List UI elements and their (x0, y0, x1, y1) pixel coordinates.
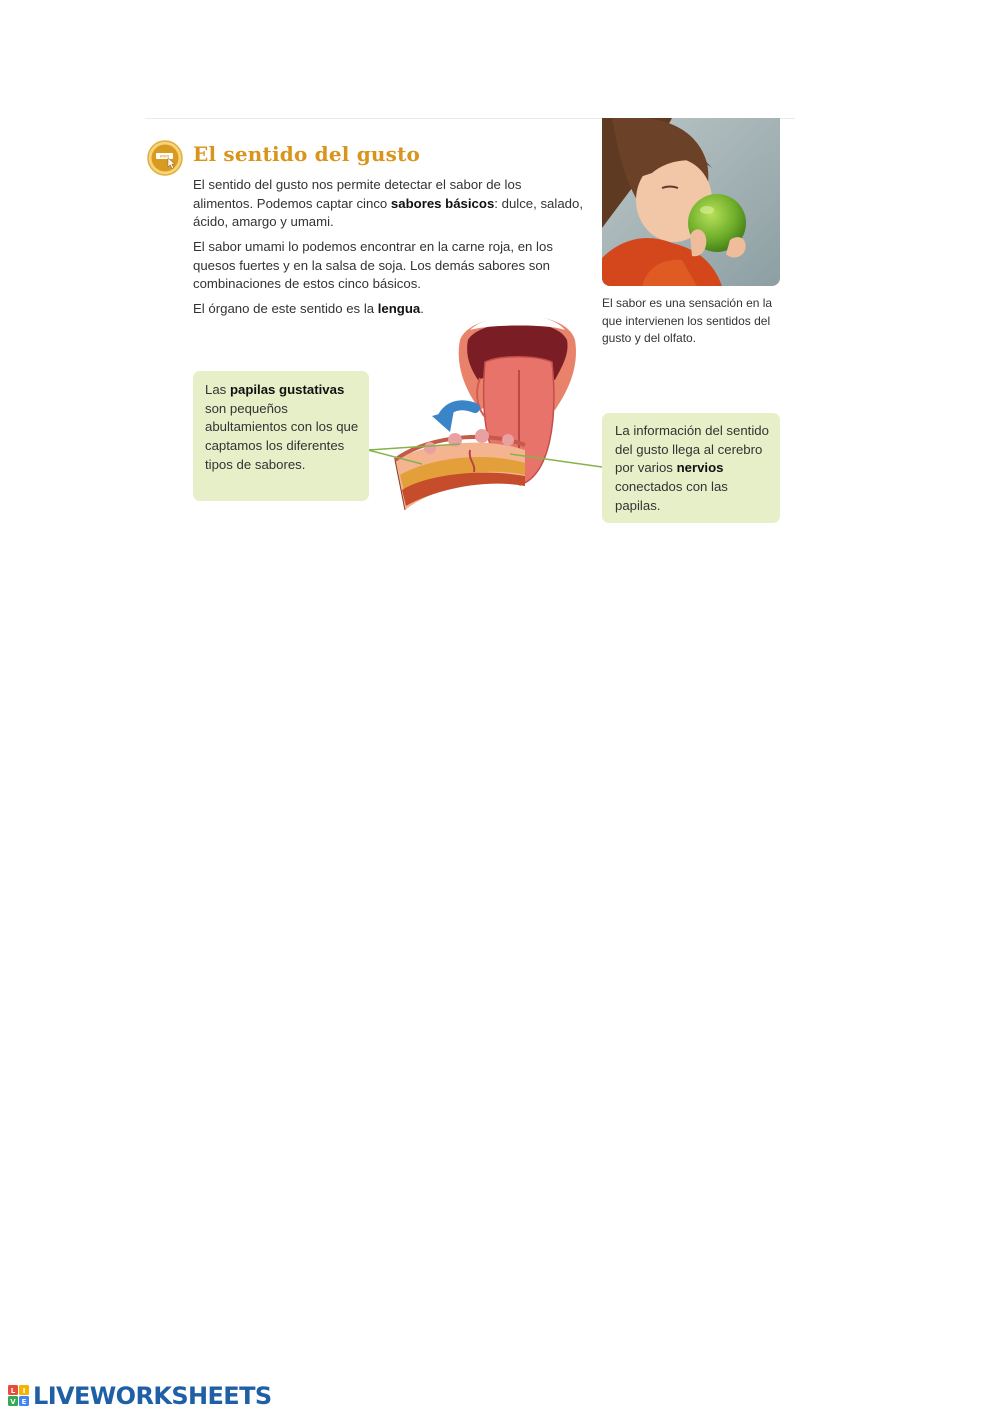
liveworksheets-blocks-icon (8, 1385, 30, 1407)
tongue-and-taste-bud-cross-section-icon (360, 300, 620, 530)
intro-paragraph: El sentido del gusto nos permite detectar el sabor de los alimentos. Podemos captar cinco sabores básicos: dulce, salado, ácido, amargo y umami. (193, 177, 583, 229)
organ-paragraph: El órgano de este sentido es la lengua. (193, 301, 424, 316)
taste-buds-callout: Las papilas gustativas son pequeños abultamientos con los que captamos los diferentes tipos de sabores. (193, 371, 369, 501)
svg-text:V: V (10, 1398, 16, 1406)
svg-text:www: www (159, 153, 170, 159)
svg-text:E: E (21, 1398, 27, 1406)
nerves-callout: La información del sentido del gusto llega al cerebro por varios nervios conectados con las papilas. (602, 413, 780, 523)
connector-lines (360, 430, 610, 480)
svg-text:I: I (22, 1387, 26, 1395)
umami-paragraph: El sabor umami lo podemos encontrar en la carne roja, en los quesos fuertes y en la salsa de soja. Los demás sabores son combinaciones de estos cinco básicos. (193, 239, 553, 291)
girl-smelling-apple-photo (602, 118, 780, 286)
interactive-cursor-icon (147, 140, 183, 176)
liveworksheets-logo[interactable] (8, 1382, 272, 1410)
svg-text:L: L (10, 1387, 16, 1395)
page-title: El sentido del gusto (193, 142, 421, 166)
photo-caption: El sabor es una sensación en la que intervienen los sentidos del gusto y del olfato. (602, 296, 773, 345)
brand-name: LIVEWORKSHEETS (33, 1382, 272, 1410)
